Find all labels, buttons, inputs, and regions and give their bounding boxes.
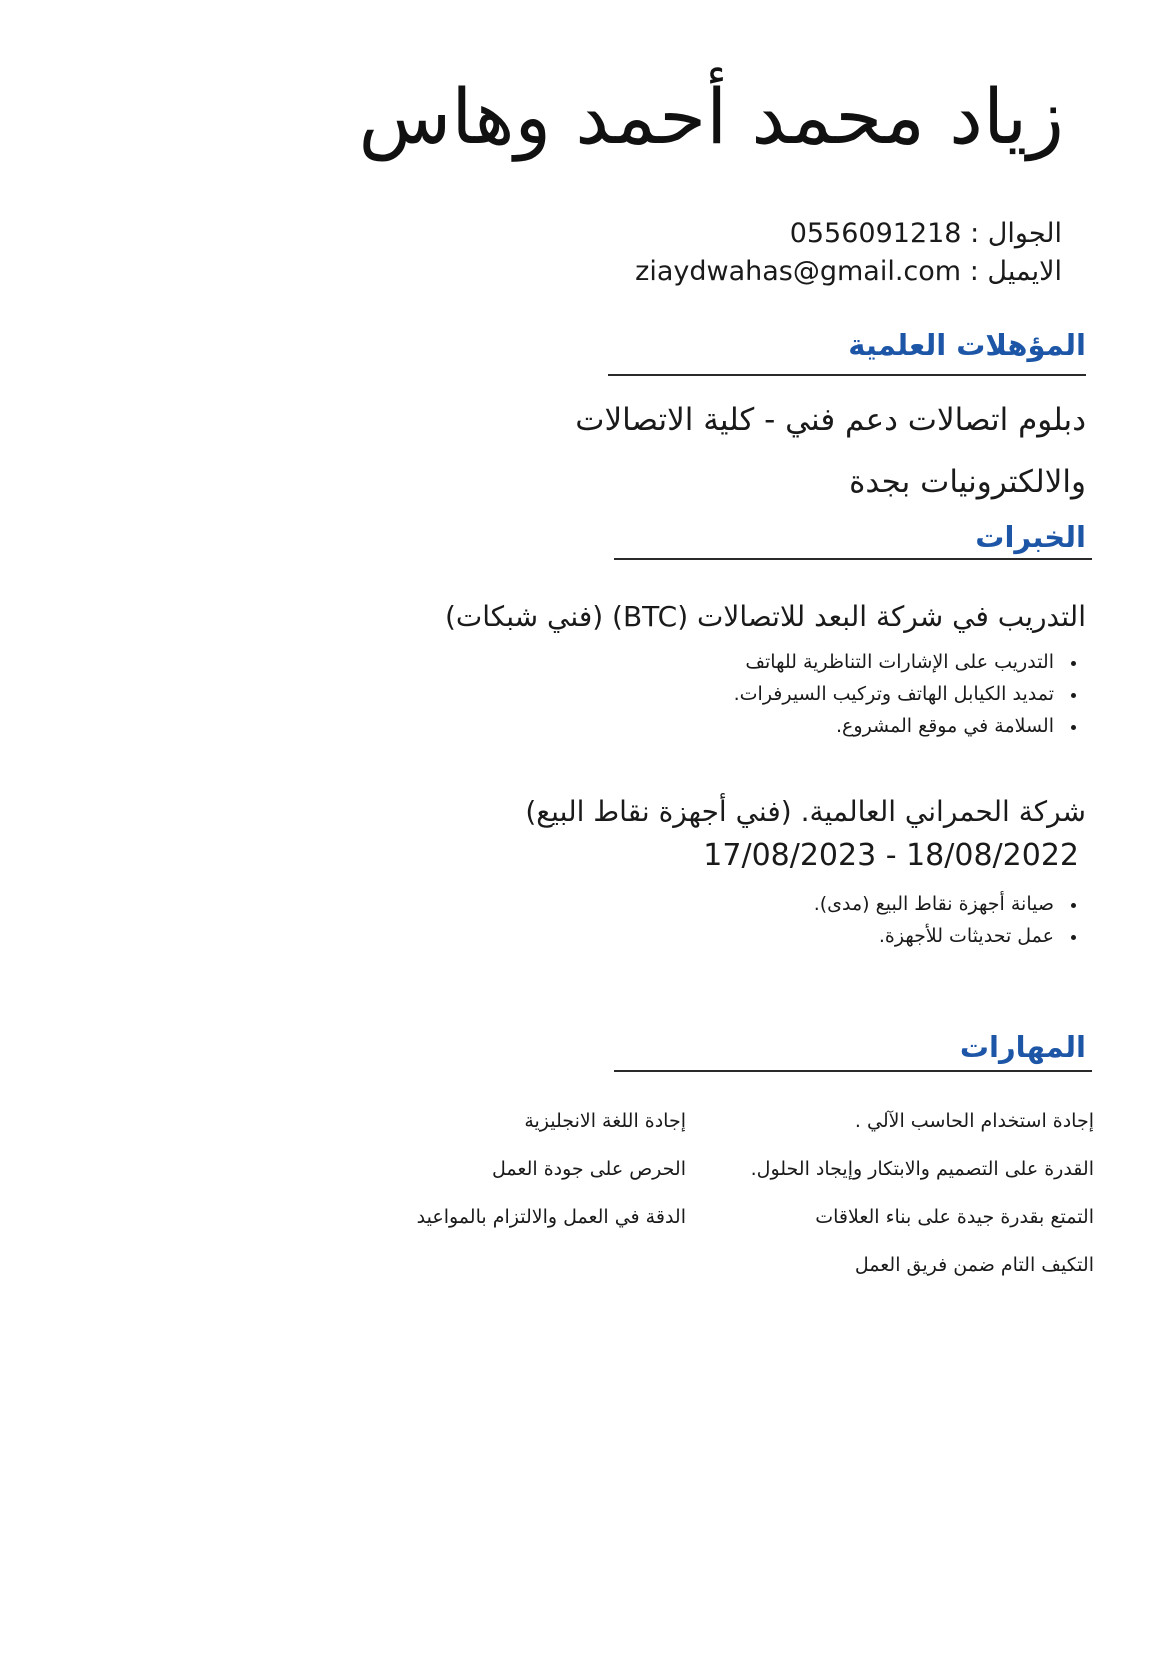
phone-value: 0556091218 — [789, 218, 962, 249]
skills-title: المهارات — [959, 1030, 1086, 1064]
job-title-1: التدريب في شركة البعد للاتصالات (BTC) (فني شبكات) — [444, 600, 1086, 633]
phone-label: الجوال : — [970, 218, 1062, 249]
education-title: المؤهلات العلمية — [848, 328, 1086, 362]
skill-left-2: الحرص على جودة العمل — [492, 1158, 686, 1180]
education-line-1: دبلوم اتصالات دعم فني - كلية الاتصالات — [575, 402, 1086, 438]
job-title-2: شركة الحمراني العالمية. (فني أجهزة نقاط البيع) — [525, 795, 1086, 828]
email-label: الايميل : — [969, 256, 1062, 287]
person-name: زياد محمد أحمد وهاس — [358, 72, 1064, 161]
skill-right-1: إجادة استخدام الحاسب الآلي . — [854, 1110, 1094, 1132]
email-line — [635, 256, 1062, 287]
email-value: ziaydwahas@gmail.com — [635, 256, 962, 287]
skill-left-1: إجادة اللغة الانجليزية — [524, 1110, 686, 1132]
experience-title: الخبرات — [975, 520, 1086, 554]
skill-right-2: القدرة على التصميم والابتكار وإيجاد الحلول. — [750, 1158, 1094, 1180]
list-item: التدريب على الإشارات التناظرية للهاتف — [734, 646, 1056, 678]
skills-divider — [614, 1070, 1092, 1072]
skill-right-3: التمتع بقدرة جيدة على بناء العلاقات — [815, 1206, 1094, 1228]
education-divider — [608, 374, 1086, 376]
experience-divider — [614, 558, 1092, 560]
list-item: صيانة أجهزة نقاط البيع (مدى). — [814, 888, 1056, 920]
list-item: عمل تحديثات للأجهزة. — [814, 920, 1056, 952]
skill-right-4: التكيف التام ضمن فريق العمل — [854, 1254, 1094, 1276]
list-item: تمديد الكيابل الهاتف وتركيب السيرفرات. — [734, 678, 1056, 710]
job-2-bullets — [814, 888, 1056, 952]
job-1-bullets — [734, 646, 1056, 742]
job-2-dates: 17/08/2023 - 18/08/2022 — [703, 838, 1079, 873]
skill-left-3: الدقة في العمل والالتزام بالمواعيد — [416, 1206, 686, 1228]
phone-line — [790, 218, 1062, 249]
list-item: السلامة في موقع المشروع. — [734, 710, 1056, 742]
education-line-2: والالكترونيات بجدة — [849, 464, 1086, 500]
